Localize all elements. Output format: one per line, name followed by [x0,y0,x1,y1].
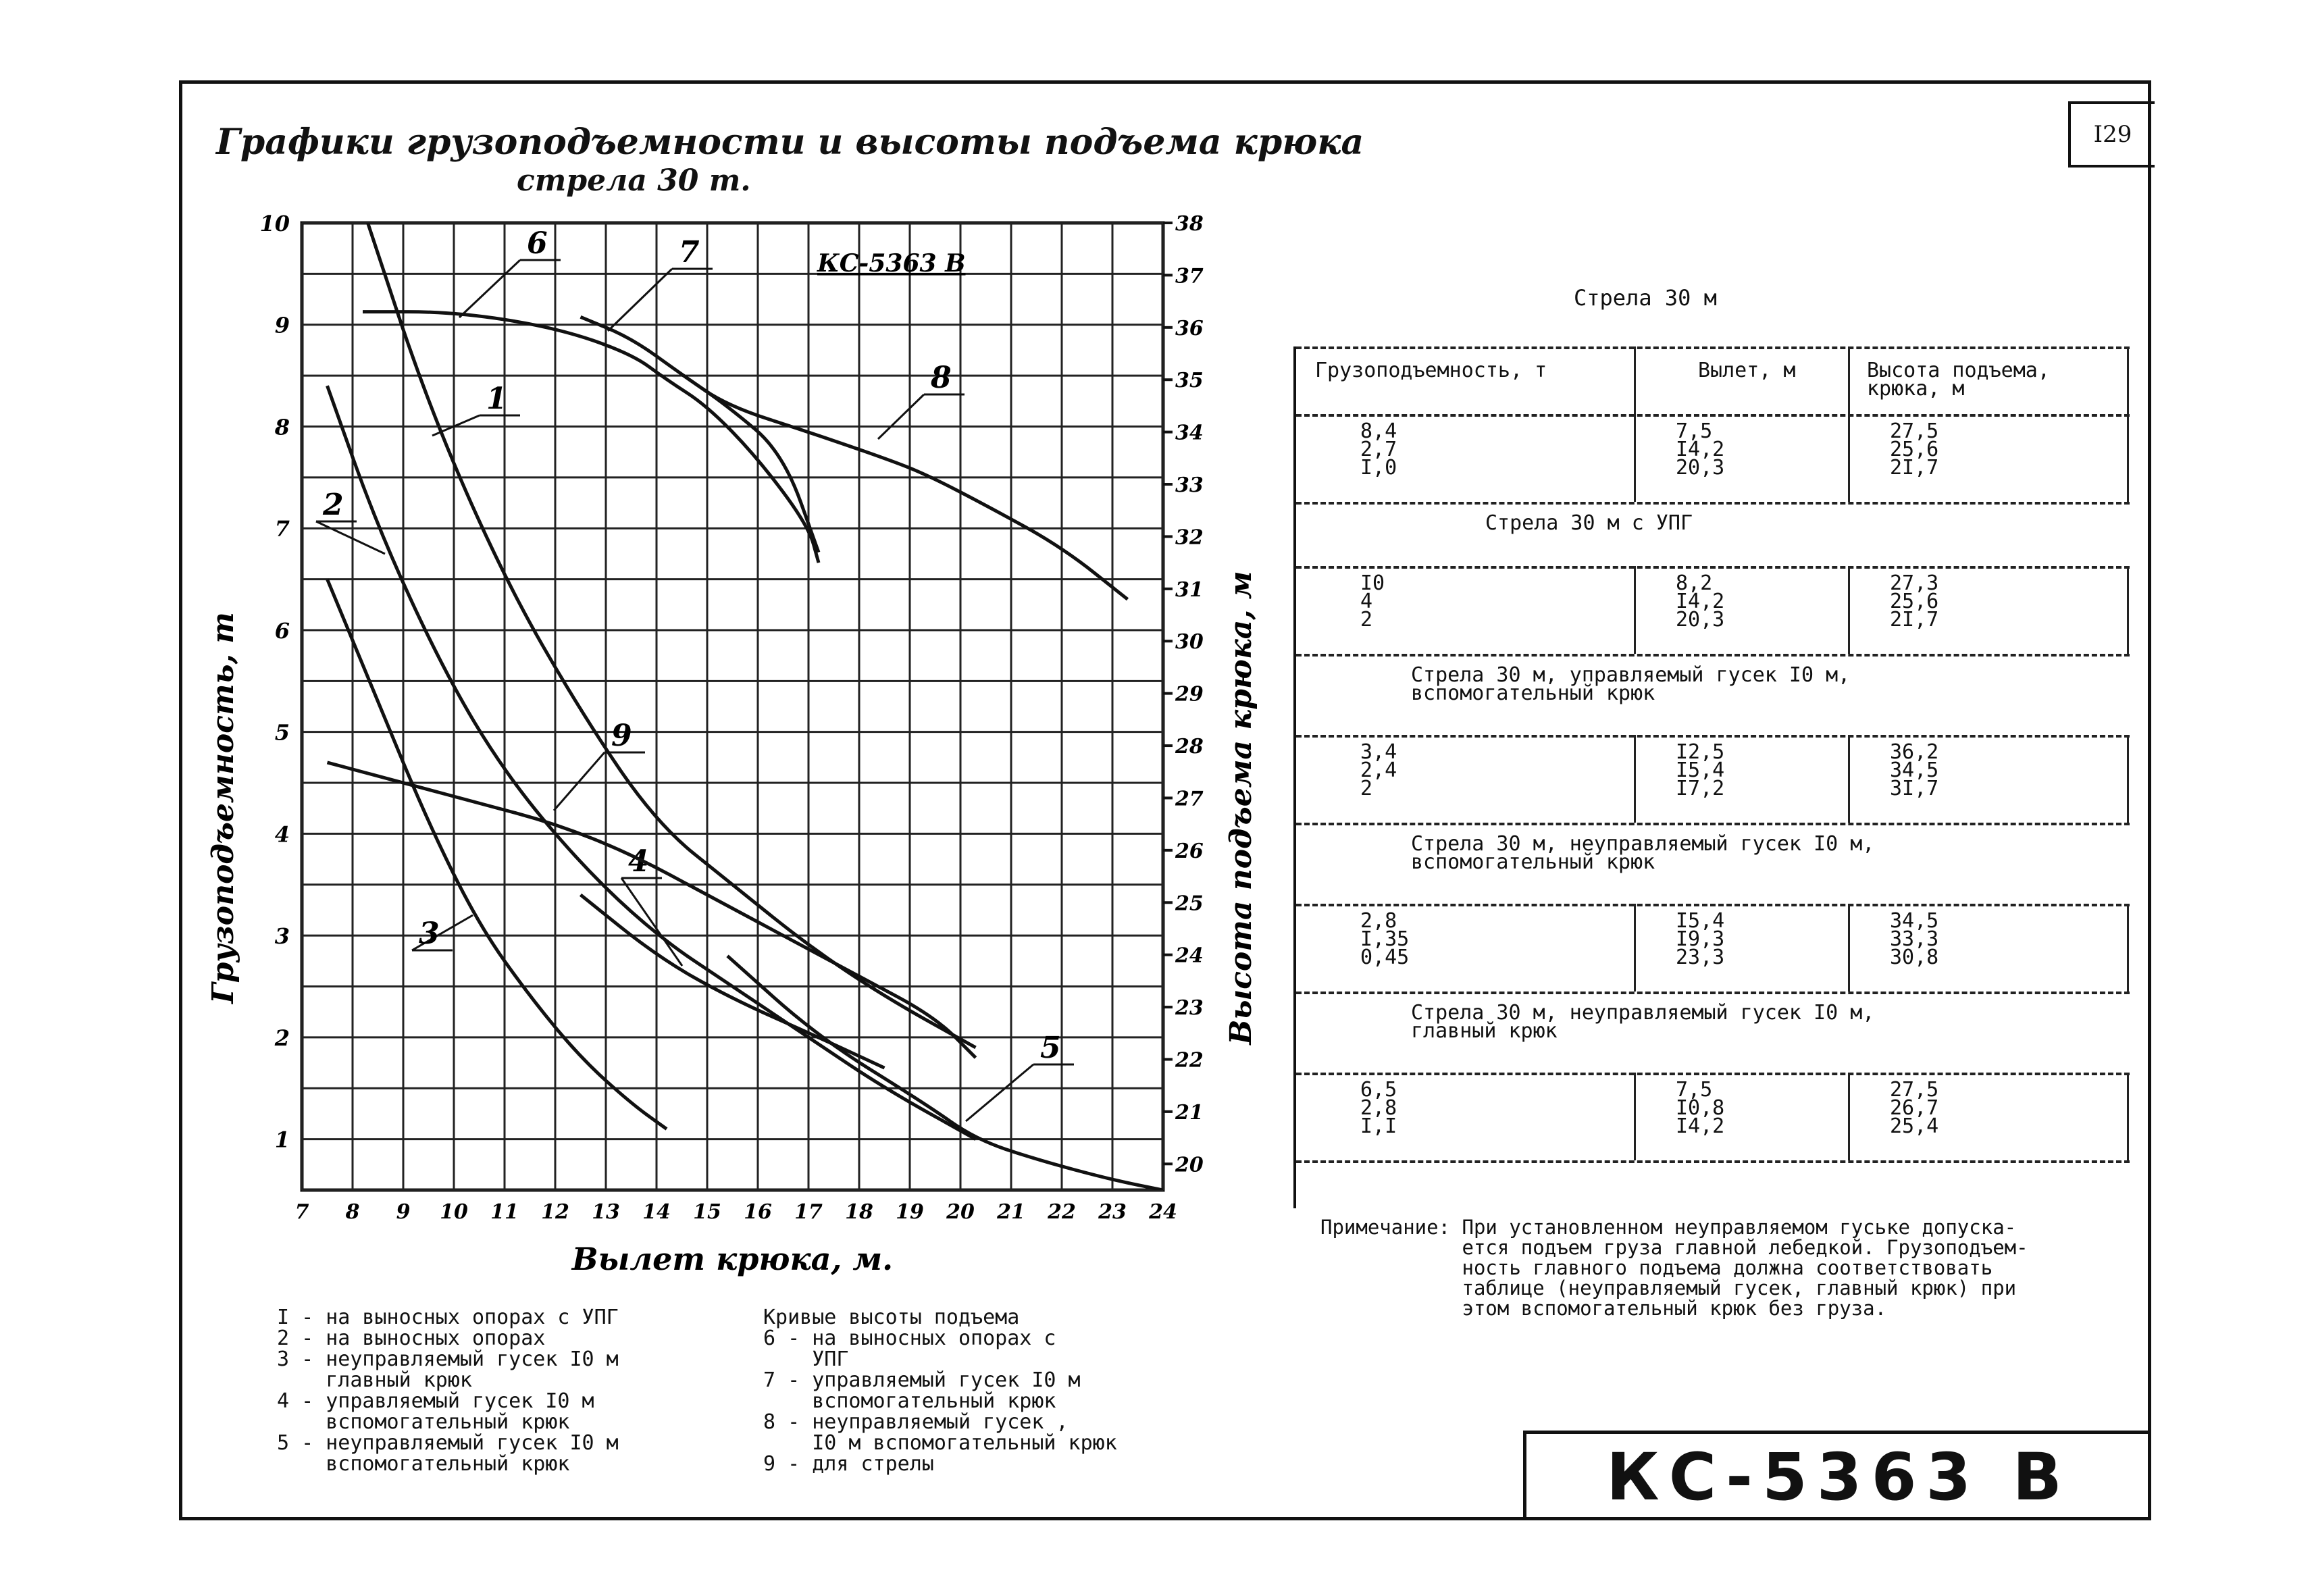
table-divider [1296,502,2130,505]
curve-label-9: 9 [611,719,632,753]
curve-label-3: 3 [419,917,440,951]
table-cell-reach: I5,4 I9,3 23,3 [1676,909,1725,969]
y2-tick-label: 28 [1175,735,1204,759]
y2-tick-label: 25 [1175,892,1204,916]
y-tick-label: 7 [274,516,290,542]
x-tick-label: 9 [396,1200,411,1224]
table-divider [1296,904,2130,906]
table-column-rule [1634,414,1636,502]
curve-label-leader [316,521,385,554]
x-tick-label: 18 [845,1200,873,1224]
x-tick-label: 19 [896,1200,924,1224]
y-tick-label: 4 [274,821,290,848]
curve-label-leader [608,269,672,331]
table-column-rule [1848,1073,1850,1160]
legend-height-curves [763,1307,1117,1474]
model-label: КС-5363 В [817,249,966,278]
curve-4 [581,895,885,1068]
table-divider [1296,346,2130,349]
y-tick-label: 1 [274,1127,290,1153]
table-column-rule [1634,1073,1636,1160]
curve-7 [581,317,819,552]
curve-label-2: 2 [323,488,344,522]
x-tick-label: 11 [490,1200,519,1224]
x-tick-label: 20 [946,1200,975,1224]
x-tick-label: 15 [693,1200,721,1224]
x-tick-label: 22 [1048,1200,1076,1224]
y2-tick-label: 21 [1175,1100,1204,1125]
table-cell-reach: 7,5 I4,2 20,3 [1676,419,1725,480]
legend-item: 2 - на выносных опорах [277,1327,546,1350]
chart-title: Графики грузоподъемности и высоты подъема крюка [216,122,1364,163]
table-cell-capacity: 6,5 2,8 I,I [1360,1078,1397,1138]
curve-5 [727,956,1163,1190]
y2-tick-label: 31 [1175,577,1204,602]
y2-tick-label: 20 [1175,1153,1204,1177]
table-column-rule [1634,346,1636,414]
table-cell-height: 34,5 33,3 30,8 [1890,909,1939,969]
curve-2 [328,386,976,1139]
table-cell-capacity: I0 4 2 [1360,571,1385,632]
y2-tick-label: 36 [1175,316,1204,340]
y-tick-label: 6 [274,617,290,644]
curve-label-8: 8 [931,361,952,395]
legend-item: I - на выносных опорах с УПГ [277,1306,619,1329]
legend-item: Кривые высоты подъема [763,1306,1020,1329]
y2-tick-label: 35 [1175,369,1204,393]
y2-tick-label: 29 [1175,682,1204,706]
table-header: Высота подъема, крюка, м [1867,359,2050,401]
legend-item: вспомогательный крюк [277,1452,570,1476]
model-stamp: КС-5363 В [1523,1431,2151,1520]
table-cell-height: 36,2 34,5 3I,7 [1890,740,1939,800]
capacity-table [1293,346,2127,1208]
x-tick-label: 17 [794,1200,823,1224]
table-column-rule [2127,1073,2129,1160]
y2-tick-label: 30 [1175,630,1204,654]
y2-tick-label: 22 [1175,1048,1204,1073]
legend-item: УПГ [763,1347,849,1371]
y-tick-label: 8 [274,414,290,440]
curve-3 [328,580,667,1129]
y2-tick-label: 33 [1175,473,1204,498]
y2-axis-label: Высота подъема крюка, м [1224,571,1258,1045]
curve-label-6: 6 [527,226,548,261]
y2-tick-label: 34 [1175,421,1204,445]
table-column-rule [1848,566,1850,654]
y-tick-label: 3 [274,923,290,950]
x-axis-label: Вылет крюка, м. [571,1241,894,1277]
x-tick-label: 23 [1098,1200,1127,1224]
y-tick-label: 2 [274,1025,290,1051]
chart-subtitle: стрела 30 т. [517,163,751,198]
table-column-rule [2127,904,2129,992]
curve-label-leader [459,260,520,317]
x-tick-label: 8 [345,1200,360,1224]
table-column-rule [1848,414,1850,502]
table-group-title: Стрела 30 м, неуправляемый гусек I0 м, главный крюк [1411,1001,1875,1043]
y2-tick-label: 37 [1175,264,1204,288]
page-number: I29 [2068,101,2155,168]
table-caption: Стрела 30 м [1574,285,1717,311]
table-divider [1296,735,2130,738]
x-tick-label: 10 [440,1200,468,1224]
y-tick-label: 5 [274,719,290,746]
curve-label-leader [966,1064,1033,1121]
table-column-rule [2127,566,2129,654]
legend-item: 9 - для стрелы [763,1452,934,1476]
table-column-rule [2127,346,2129,414]
legend-capacity-curves [277,1307,619,1474]
table-column-rule [2127,414,2129,502]
y-axis-label: Грузоподъемность, т [206,612,240,1004]
table-divider [1296,823,2130,825]
legend-item: вспомогательный крюк [763,1389,1056,1413]
table-divider [1296,566,2130,569]
y2-tick-label: 27 [1175,787,1204,811]
table-column-rule [2127,735,2129,823]
table-header: Грузоподъемность, т [1315,359,1547,382]
x-tick-label: 12 [541,1200,569,1224]
x-tick-label: 14 [642,1200,671,1224]
curve-6 [363,312,819,563]
curve-label-leader [621,878,682,966]
legend-item: 7 - управляемый гусек I0 м [763,1368,1081,1392]
curve-label-4: 4 [628,844,649,879]
x-tick-label: 21 [997,1200,1025,1224]
curve-label-5: 5 [1040,1031,1061,1065]
table-cell-capacity: 8,4 2,7 I,0 [1360,419,1397,480]
legend-item: 3 - неуправляемый гусек I0 м [277,1347,619,1371]
table-divider [1296,1160,2130,1163]
table-cell-reach: 7,5 I0,8 I4,2 [1676,1078,1725,1138]
x-tick-label: 16 [744,1200,772,1224]
y-tick-label: 9 [274,312,290,338]
plot-area [302,223,1163,1190]
curve-label-7: 7 [679,235,700,269]
table-divider [1296,992,2130,994]
legend-item: вспомогательный крюк [277,1410,570,1434]
table-cell-reach: I2,5 I5,4 I7,2 [1676,740,1725,800]
table-cell-capacity: 2,8 I,35 0,45 [1360,909,1410,969]
legend-item: I0 м вспомогательный крюк [763,1431,1117,1455]
curve-label-1: 1 [486,382,507,416]
table-cell-reach: 8,2 I4,2 20,3 [1676,571,1725,632]
table-header: Вылет, м [1698,359,1796,382]
legend-item: 6 - на выносных опорах с [763,1327,1056,1350]
table-column-rule [1848,346,1850,414]
y-tick-label: 10 [259,211,290,236]
table-column-rule [1848,735,1850,823]
legend-item: 4 - управляемый гусек I0 м [277,1389,594,1413]
y2-tick-label: 24 [1175,944,1204,968]
table-divider [1296,654,2130,657]
curve-9 [328,763,976,1058]
table-divider [1296,414,2130,417]
table-group-title: Стрела 30 м, управляемый гусек I0 м, вспомогательный крюк [1411,663,1851,705]
table-cell-height: 27,5 26,7 25,4 [1890,1078,1939,1138]
legend-item: 8 - неуправляемый гусек , [763,1410,1069,1434]
x-tick-label: 13 [592,1200,620,1224]
table-column-rule [1848,904,1850,992]
table-group-title: Стрела 30 м, неуправляемый гусек I0 м, вспомогательный крюк [1411,832,1875,874]
legend-item: 5 - неуправляемый гусек I0 м [277,1431,619,1455]
table-cell-height: 27,3 25,6 2I,7 [1890,571,1939,632]
table-column-rule [1634,904,1636,992]
curve-label-leader [878,394,924,439]
table-cell-capacity: 3,4 2,4 2 [1360,740,1397,800]
y2-tick-label: 23 [1175,996,1204,1021]
y2-tick-label: 26 [1175,839,1204,863]
x-tick-label: 24 [1149,1200,1177,1224]
table-note: Примечание: При установленном неуправляемом гуське допуска- ется подъем груза главной лебедкой. Грузоподъем- ность главного подъема должна соответствовать таблице (неуправляемый гусек, главный крюк) при этом вспомогательный крюк без груза. [1320,1216,2028,1320]
x-tick-label: 7 [294,1200,309,1224]
curve-label-leader [554,752,605,810]
table-column-rule [1634,566,1636,654]
y2-tick-label: 38 [1175,212,1204,236]
table-column-rule [1634,735,1636,823]
table-cell-height: 27,5 25,6 2I,7 [1890,419,1939,480]
y2-tick-label: 32 [1175,525,1204,550]
table-divider [1296,1073,2130,1075]
table-group-title: Стрела 30 м с УПГ [1485,511,1693,535]
legend-item: главный крюк [277,1368,472,1392]
